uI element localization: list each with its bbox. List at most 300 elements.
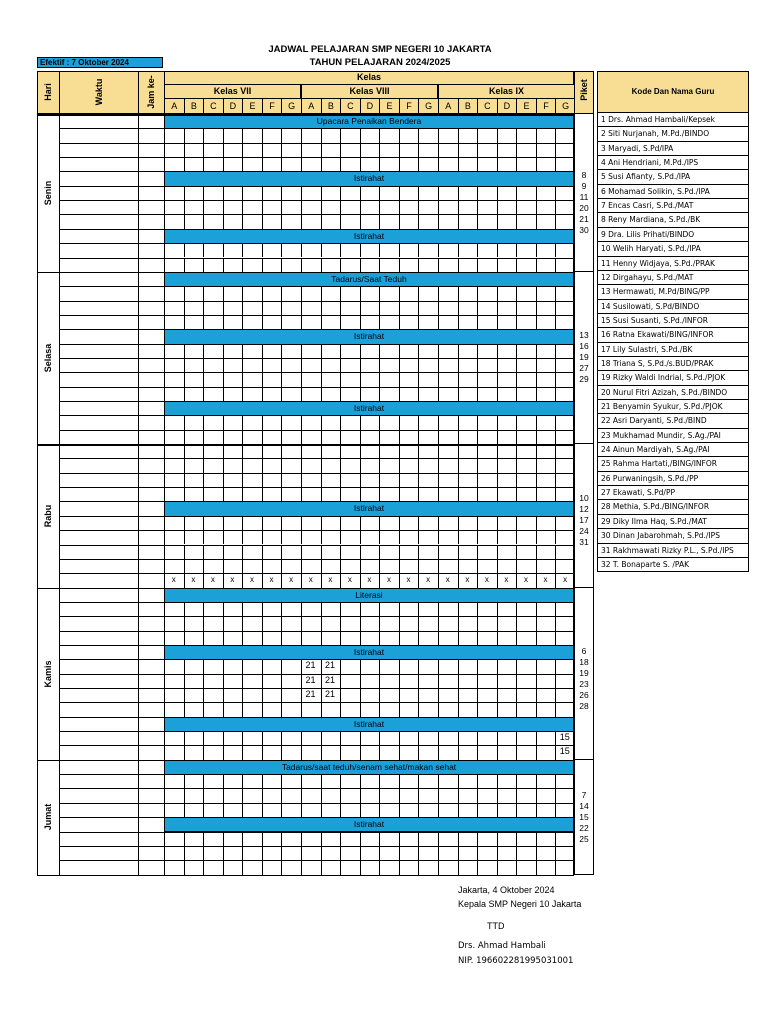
grid-line bbox=[203, 473, 204, 487]
cell-value: 21 bbox=[325, 660, 336, 671]
grid-line bbox=[164, 559, 165, 574]
grid-line bbox=[184, 430, 185, 444]
band-istirahat: Istirahat bbox=[164, 329, 574, 344]
grid-line bbox=[321, 372, 322, 386]
grid-line bbox=[477, 616, 478, 630]
grid-line bbox=[242, 372, 243, 386]
grid-line bbox=[477, 745, 478, 759]
class-letter: G bbox=[555, 98, 576, 114]
grid-line bbox=[242, 631, 243, 645]
grid-line bbox=[138, 473, 139, 488]
grid-right bbox=[573, 114, 574, 875]
grid-line bbox=[223, 702, 224, 716]
grid-line bbox=[164, 688, 574, 689]
piket-cell bbox=[574, 114, 594, 272]
grid-line bbox=[555, 243, 556, 257]
cell-value: 15 bbox=[559, 746, 570, 757]
grid-line bbox=[438, 315, 439, 329]
grid-line bbox=[360, 788, 361, 802]
class-letter: D bbox=[223, 98, 244, 114]
grid-line bbox=[340, 688, 341, 702]
grid-line bbox=[399, 803, 400, 817]
grid-line bbox=[203, 372, 204, 386]
class-letter: B bbox=[321, 98, 342, 114]
grid-line bbox=[321, 860, 322, 874]
grid-line bbox=[242, 444, 243, 458]
grid-line bbox=[59, 659, 60, 674]
grid-line bbox=[262, 774, 263, 788]
grid-line bbox=[360, 157, 361, 171]
grid-line bbox=[138, 229, 139, 244]
grid-line bbox=[438, 214, 439, 228]
grid-line bbox=[360, 487, 361, 501]
grid-line bbox=[321, 315, 322, 329]
grid-line bbox=[438, 774, 439, 788]
grid-line bbox=[164, 788, 574, 789]
grid-line bbox=[516, 372, 517, 386]
grid-line bbox=[536, 631, 537, 645]
grid-line bbox=[242, 315, 243, 329]
grid-line bbox=[242, 473, 243, 487]
grid-line bbox=[497, 559, 498, 573]
grid-line bbox=[262, 143, 263, 157]
grid-line bbox=[438, 487, 439, 501]
kelas-header: Kelas bbox=[164, 71, 574, 85]
grid-line bbox=[262, 659, 263, 673]
grid-line bbox=[360, 602, 361, 616]
grid-line bbox=[399, 444, 400, 458]
grid-line bbox=[59, 631, 164, 632]
grid-line bbox=[438, 731, 439, 745]
cell-value: 21 bbox=[325, 689, 336, 699]
grid-line bbox=[418, 128, 419, 142]
grid-line bbox=[138, 458, 139, 473]
grid-line bbox=[321, 214, 322, 228]
grid-line bbox=[497, 128, 498, 142]
grid-line bbox=[203, 545, 204, 559]
grid-line bbox=[418, 674, 419, 688]
grid-line bbox=[477, 358, 478, 372]
piket-number: 28 bbox=[579, 700, 589, 711]
grid-line bbox=[516, 616, 517, 630]
grid-line bbox=[438, 688, 439, 702]
grid-line bbox=[418, 631, 419, 645]
grid-line bbox=[516, 530, 517, 544]
grid-line bbox=[379, 243, 380, 257]
grid-line bbox=[340, 430, 341, 444]
grid-line bbox=[497, 602, 498, 616]
grid-line bbox=[203, 301, 204, 315]
class-letter: G bbox=[418, 98, 439, 114]
grid-line bbox=[516, 315, 517, 329]
grid-line bbox=[458, 415, 459, 429]
grid-line bbox=[477, 186, 478, 200]
grid-line bbox=[360, 803, 361, 817]
grid-line bbox=[477, 214, 478, 228]
grid-line bbox=[242, 745, 243, 759]
grid-line bbox=[281, 344, 282, 358]
grid-line bbox=[516, 258, 517, 272]
grid-bottom bbox=[37, 875, 574, 877]
grid-line bbox=[59, 286, 60, 301]
grid-line bbox=[223, 602, 224, 616]
grid-line bbox=[203, 286, 204, 300]
grid-line bbox=[223, 616, 224, 630]
grid-line bbox=[458, 157, 459, 171]
piket-cell bbox=[574, 444, 594, 588]
grid-line bbox=[59, 717, 164, 718]
grid-line bbox=[223, 631, 224, 645]
grid-line bbox=[418, 602, 419, 616]
grid-line bbox=[59, 602, 164, 603]
grid-line bbox=[321, 157, 322, 171]
grid-line bbox=[438, 458, 439, 472]
grid-line bbox=[321, 186, 322, 200]
grid-line bbox=[262, 702, 263, 716]
grid-line bbox=[301, 157, 302, 171]
grid-line bbox=[399, 674, 400, 688]
grid-line bbox=[138, 588, 139, 603]
grid-line bbox=[477, 372, 478, 386]
grid-line bbox=[223, 286, 224, 300]
grid-line bbox=[138, 315, 139, 330]
grid-line bbox=[59, 832, 164, 833]
grid-line bbox=[59, 832, 60, 847]
x-mark: x bbox=[191, 575, 196, 585]
kode-guru-header: Kode Dan Nama Guru bbox=[597, 71, 749, 113]
grid-line bbox=[360, 358, 361, 372]
grid-line bbox=[184, 846, 185, 860]
footer-name: Drs. Ahmad Hambali bbox=[458, 941, 546, 951]
grid-line bbox=[458, 143, 459, 157]
grid-line bbox=[516, 631, 517, 645]
grid-line bbox=[184, 530, 185, 544]
grid-line bbox=[138, 401, 139, 416]
grid-line bbox=[203, 128, 204, 142]
grid-line bbox=[262, 301, 263, 315]
grid-line bbox=[223, 415, 224, 429]
grid-line bbox=[321, 803, 322, 817]
grid-line bbox=[138, 774, 139, 789]
grid-line bbox=[301, 128, 302, 142]
grid-line bbox=[203, 430, 204, 444]
grid-line bbox=[360, 286, 361, 300]
grid-line bbox=[555, 702, 556, 716]
grid-line bbox=[184, 286, 185, 300]
teacher-item: 30 Dinan Jabarohmah, S.Pd./IPS bbox=[597, 529, 749, 543]
grid-line bbox=[360, 616, 361, 630]
grid-line bbox=[59, 301, 60, 316]
grid-line bbox=[360, 458, 361, 472]
x-mark: x bbox=[269, 575, 274, 585]
grid-line bbox=[203, 559, 204, 573]
grid-line bbox=[59, 516, 164, 517]
grid-line bbox=[379, 559, 380, 573]
grid-line bbox=[223, 143, 224, 157]
piket-cell bbox=[574, 588, 594, 760]
class-letter: B bbox=[184, 98, 205, 114]
grid-line bbox=[223, 860, 224, 874]
grid-line bbox=[164, 286, 574, 287]
grid-line bbox=[59, 473, 164, 474]
grid-line bbox=[164, 243, 165, 258]
piket-number: 13 bbox=[579, 330, 589, 341]
grid-line bbox=[516, 832, 517, 846]
grid-line bbox=[418, 473, 419, 487]
grid-line bbox=[438, 659, 439, 673]
grid-line bbox=[340, 214, 341, 228]
grid-line bbox=[242, 458, 243, 472]
grid-line bbox=[340, 157, 341, 171]
grid-line bbox=[203, 358, 204, 372]
day-separator bbox=[37, 272, 574, 274]
grid-line bbox=[281, 702, 282, 716]
piket-number: 25 bbox=[579, 833, 589, 844]
grid-line bbox=[164, 387, 165, 402]
x-mark: x bbox=[308, 575, 313, 585]
grid-line bbox=[301, 387, 302, 401]
grid-line bbox=[536, 559, 537, 573]
piket-number: 14 bbox=[579, 800, 589, 811]
grid-line bbox=[59, 344, 164, 345]
grid-line bbox=[379, 387, 380, 401]
grid-line bbox=[458, 530, 459, 544]
grid-line bbox=[301, 214, 302, 228]
grid-line bbox=[477, 473, 478, 487]
grid-line bbox=[59, 243, 60, 258]
grid-line bbox=[321, 702, 322, 716]
grid-line bbox=[399, 301, 400, 315]
grid-line bbox=[184, 128, 185, 142]
piket-number: 21 bbox=[579, 213, 589, 224]
grid-line bbox=[458, 631, 459, 645]
grid-line bbox=[379, 487, 380, 501]
grid-line bbox=[138, 573, 139, 588]
grid-line bbox=[340, 731, 341, 745]
grid-line bbox=[138, 817, 139, 832]
grid-line bbox=[379, 860, 380, 874]
grid-line bbox=[497, 458, 498, 472]
grid-line bbox=[418, 315, 419, 329]
grid-line bbox=[242, 301, 243, 315]
grid-line bbox=[458, 128, 459, 142]
grid-line bbox=[184, 372, 185, 386]
piket-number: 17 bbox=[579, 515, 589, 526]
grid-line bbox=[399, 186, 400, 200]
grid-line bbox=[281, 286, 282, 300]
grid-line bbox=[138, 329, 139, 344]
grid-line bbox=[438, 530, 439, 544]
grid-line bbox=[418, 487, 419, 501]
grid-line bbox=[138, 760, 139, 775]
grid-line bbox=[281, 315, 282, 329]
grid-line bbox=[516, 860, 517, 874]
grid-line bbox=[399, 315, 400, 329]
grid-line bbox=[399, 530, 400, 544]
grid-line bbox=[184, 688, 185, 702]
teacher-item: 23 Mukhamad Mundir, S.Ag./PAI bbox=[597, 429, 749, 443]
grid-line bbox=[59, 430, 164, 431]
grid-line bbox=[536, 832, 537, 846]
grid-line bbox=[360, 387, 361, 401]
grid-line bbox=[138, 545, 139, 560]
jam-header-text: Jam ke- bbox=[146, 75, 156, 109]
teacher-item: 8 Reny Mardiana, S.Pd./BK bbox=[597, 213, 749, 227]
grid-line bbox=[438, 860, 439, 874]
grid-line bbox=[59, 530, 60, 545]
grid-line bbox=[340, 631, 341, 645]
grid-line bbox=[555, 200, 556, 214]
grid-line bbox=[164, 545, 165, 560]
grid-line bbox=[438, 444, 439, 458]
grid-line bbox=[536, 243, 537, 257]
grid-line bbox=[164, 731, 165, 746]
grid-line bbox=[301, 631, 302, 645]
grid-line bbox=[301, 200, 302, 214]
grid-line bbox=[164, 674, 574, 675]
piket-header-text: Piket bbox=[579, 79, 589, 101]
grid-line bbox=[164, 301, 574, 302]
grid-line bbox=[360, 745, 361, 759]
grid-line bbox=[59, 803, 60, 818]
grid-line bbox=[164, 588, 165, 603]
grid-line bbox=[438, 157, 439, 171]
grid-line bbox=[301, 602, 302, 616]
grid-line bbox=[497, 157, 498, 171]
grid-line bbox=[477, 200, 478, 214]
grid-line bbox=[203, 387, 204, 401]
grid-line bbox=[164, 458, 574, 459]
grid-line bbox=[418, 372, 419, 386]
grid-line bbox=[438, 674, 439, 688]
grid-line bbox=[301, 415, 302, 429]
grid-line bbox=[360, 243, 361, 257]
grid-line bbox=[242, 803, 243, 817]
grid-line bbox=[418, 387, 419, 401]
grid-line bbox=[203, 616, 204, 630]
grid-line bbox=[138, 645, 139, 660]
grid-line bbox=[262, 358, 263, 372]
grid-line bbox=[59, 487, 60, 502]
band-tadarus_jumat: Tadarus/saat teduh/senam sehat/makan sehat bbox=[164, 760, 574, 775]
grid-line bbox=[59, 760, 60, 775]
grid-line bbox=[438, 545, 439, 559]
grid-line bbox=[477, 458, 478, 472]
grid-line bbox=[477, 387, 478, 401]
grid-line bbox=[203, 487, 204, 501]
grid-line bbox=[301, 559, 302, 573]
grid-line bbox=[477, 530, 478, 544]
grid-line bbox=[164, 631, 165, 646]
grid-line bbox=[321, 631, 322, 645]
grid-line bbox=[203, 774, 204, 788]
grid-line bbox=[138, 258, 139, 273]
grid-line bbox=[164, 803, 165, 818]
grid-line bbox=[223, 846, 224, 860]
grid-line bbox=[340, 415, 341, 429]
grid-line bbox=[184, 473, 185, 487]
grid-line bbox=[340, 832, 341, 846]
grid-line bbox=[438, 832, 439, 846]
grid-line bbox=[438, 846, 439, 860]
piket-number: 8 bbox=[581, 169, 587, 180]
cell-value: 21 bbox=[325, 674, 336, 685]
grid-line bbox=[203, 444, 204, 458]
grid-line bbox=[399, 487, 400, 501]
grid-line bbox=[340, 143, 341, 157]
grid-line bbox=[340, 602, 341, 616]
day-separator bbox=[37, 588, 574, 590]
grid-line bbox=[164, 573, 165, 588]
grid-line bbox=[555, 530, 556, 544]
grid-line bbox=[184, 559, 185, 573]
grid-line bbox=[360, 301, 361, 315]
grid-line bbox=[321, 143, 322, 157]
grid-line bbox=[301, 186, 302, 200]
grid-line bbox=[164, 487, 165, 502]
grid-line bbox=[516, 186, 517, 200]
grid-line bbox=[418, 301, 419, 315]
grid-line bbox=[242, 559, 243, 573]
grid-line bbox=[321, 731, 322, 745]
piket-number: 15 bbox=[579, 811, 589, 822]
grid-line bbox=[59, 545, 60, 560]
grid-line bbox=[516, 602, 517, 616]
grid-line bbox=[321, 430, 322, 444]
grid-line bbox=[321, 559, 322, 573]
grid-line bbox=[184, 832, 185, 846]
grid-line bbox=[379, 186, 380, 200]
grid-line bbox=[59, 286, 164, 287]
grid-line bbox=[59, 186, 164, 187]
teacher-item: 31 Rakhmawati Rizky P.L., S.Pd./IPS bbox=[597, 544, 749, 558]
band-istirahat: Istirahat bbox=[164, 817, 574, 832]
grid-line bbox=[497, 214, 498, 228]
grid-line bbox=[164, 545, 574, 546]
day-separator bbox=[37, 114, 574, 116]
grid-line bbox=[399, 458, 400, 472]
grid-line bbox=[223, 530, 224, 544]
teacher-item: 16 Ratna Ekawati/BING/INFOR bbox=[597, 328, 749, 342]
grid-line bbox=[242, 430, 243, 444]
grid-line bbox=[321, 832, 322, 846]
grid-line bbox=[59, 444, 60, 459]
grid-line bbox=[477, 143, 478, 157]
grid-line bbox=[203, 788, 204, 802]
grid-line bbox=[340, 559, 341, 573]
grid-line bbox=[138, 114, 139, 129]
grid-line bbox=[555, 358, 556, 372]
x-mark: x bbox=[465, 575, 470, 585]
grid-line bbox=[438, 803, 439, 817]
grid-line bbox=[138, 803, 139, 818]
grid-line bbox=[340, 243, 341, 257]
group-header-kelas_viii: Kelas VIII bbox=[301, 84, 438, 99]
efektif-label: Efektif : 7 Oktober 2024 bbox=[37, 57, 163, 68]
grid-line bbox=[379, 774, 380, 788]
grid-line bbox=[164, 473, 574, 474]
grid-line bbox=[340, 344, 341, 358]
teacher-item: 1 Drs. Ahmad Hambali/Kepsek bbox=[597, 113, 749, 127]
grid-line bbox=[262, 128, 263, 142]
grid-line bbox=[321, 301, 322, 315]
grid-line bbox=[59, 788, 60, 803]
grid-line bbox=[59, 358, 60, 373]
grid-line bbox=[497, 301, 498, 315]
grid-line bbox=[497, 143, 498, 157]
grid-line bbox=[340, 258, 341, 272]
grid-line bbox=[399, 616, 400, 630]
